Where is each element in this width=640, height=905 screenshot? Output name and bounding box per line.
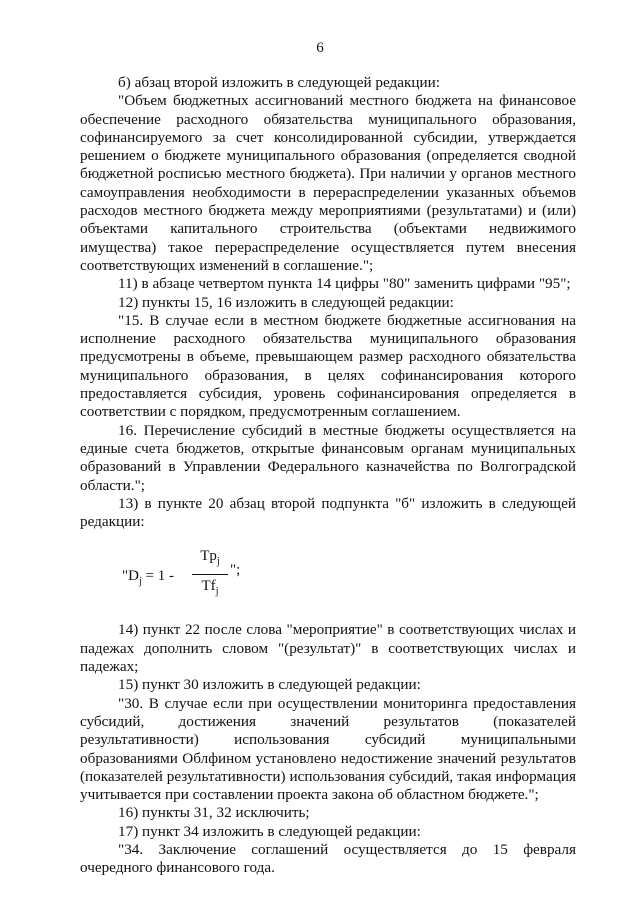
- paragraph: 11) в абзаце четвертом пункта 14 цифры "80" заменить цифрами "95";: [118, 275, 571, 293]
- formula-lhs-sub: j: [138, 576, 142, 588]
- formula-den-sub: j: [215, 585, 219, 597]
- formula-numerator: [192, 547, 228, 574]
- paragraph: "15. В случае если в местном бюджете бюджетные ассигнования на исполнение расходного обязательства муниципального образования предусмотрены в объеме, превышающем размер расходного обязательства муниципального образования, в целях софинансирования которого предоставляется субсидия, уровень софинансирования определяется в соответствии с порядком, предусмотренным соглашением.: [80, 311, 576, 421]
- paragraph: "34. Заключение соглашений осуществляется до 15 февраля очередного финансового года.: [80, 840, 576, 877]
- paragraph: "30. В случае если при осуществлении мониторинга предоставления субсидий, достижения значений результатов (показателей результативности) использования субсидий муниципальными образованиями Облфином установлено недостижение значений результатов (показателей результативности) использования субсидий, такая информация учитывается при составлении проекта закона об областном бюджете.";: [80, 694, 576, 804]
- formula-eq: = 1 -: [141, 568, 174, 585]
- paragraph: б) абзац второй изложить в следующей редакции:: [118, 74, 440, 91]
- formula-den-text: Tf: [201, 577, 216, 594]
- formula-tail: ";: [230, 562, 241, 579]
- page-number: 6: [316, 40, 324, 56]
- paragraph: 16. Перечисление субсидий в местные бюджеты осуществляется на единые счета бюджетов, открытые финансовым органам муниципальных образований в Управлении Федерального казначейства по Волгоградской области.";: [80, 421, 576, 494]
- formula-lhs: [122, 567, 174, 591]
- paragraph: 14) пункт 22 после слова "мероприятие" в соответствующих числах и падежах дополнить словом "(результат)" в соответствующих числах и падежах;: [80, 621, 576, 676]
- paragraph: 13) в пункте 20 абзац второй подпункта "б" изложить в следующей редакции:: [80, 494, 576, 531]
- formula-num-text: Tp: [200, 548, 217, 565]
- paragraph: 17) пункт 34 изложить в следующей редакции:: [118, 822, 421, 840]
- formula-denominator: [192, 575, 228, 601]
- formula: [80, 537, 576, 611]
- paragraph: 16) пункты 31, 32 исключить;: [118, 804, 310, 822]
- paragraph: 15) пункт 30 изложить в следующей редакции:: [118, 676, 421, 694]
- formula-lhs-text: "D: [122, 568, 139, 585]
- formula-num-sub: j: [216, 556, 220, 568]
- paragraph: "Объем бюджетных ассигнований местного бюджета на финансовое обеспечение расходного обязательства муниципального образования, софинансируемого за счет консолидированной субсидии, утверждается решением о бюджете муниципального образования (определяется сводной бюджетной росписью местного бюджета). При наличии у органов местного самоуправления необходимости в перераспределении указанных объемов расходов местного бюджета между мероприятиями (результатами) и (или) объектами капитального строительства (объектами недвижимого имущества) такое перераспределение осуществляется путем внесения соответствующих изменений в соглашение.";: [80, 92, 576, 274]
- document-body: [80, 74, 576, 878]
- formula-fraction: [192, 547, 228, 601]
- paragraph: 12) пункты 15, 16 изложить в следующей редакции:: [118, 293, 454, 311]
